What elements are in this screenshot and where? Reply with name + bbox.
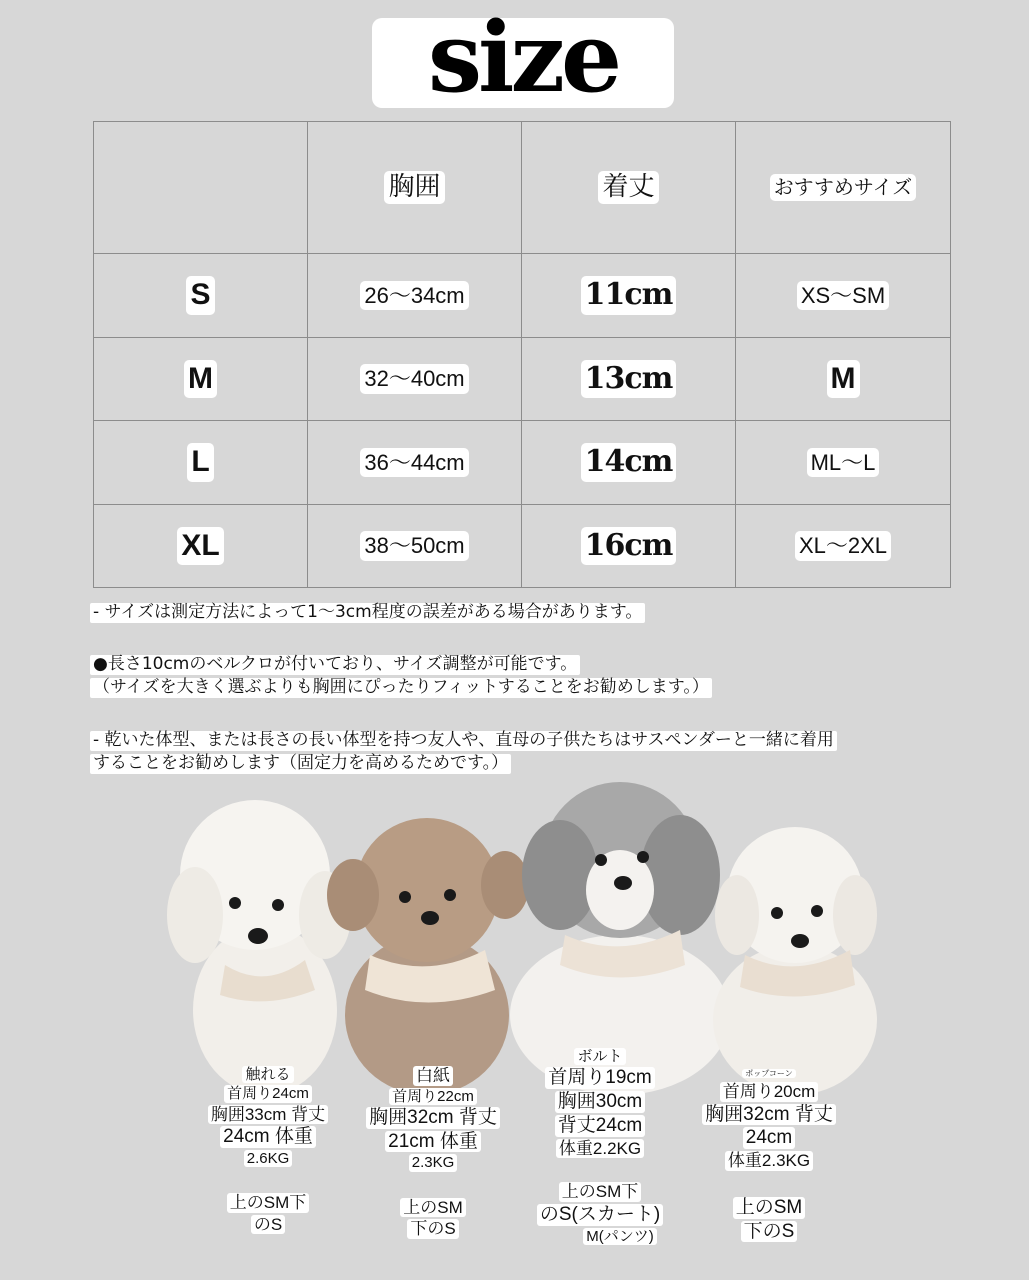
recommend-value: XL～2XL <box>795 531 891 560</box>
dog-neck: 首周り24cm <box>224 1085 312 1102</box>
dogs-photo <box>165 775 880 1095</box>
dog-wear: のS(スカート) <box>537 1204 663 1226</box>
title-banner <box>372 1 674 114</box>
table-row <box>94 254 951 338</box>
dog-weight: 体重2.3KG <box>725 1151 813 1171</box>
dog-name: 触れる <box>242 1066 293 1083</box>
recommend-value: M <box>827 360 860 399</box>
header-chest: 胸囲 <box>384 171 444 205</box>
table-header-cell <box>94 122 308 254</box>
dog-weight: 体重2.2KG <box>556 1139 644 1159</box>
dog-name: ポップコーン <box>742 1069 795 1078</box>
dog-info-touch <box>198 1065 338 1235</box>
dog-back: 21cm 体重 <box>385 1131 481 1153</box>
dog-info-bolt <box>530 1047 670 1246</box>
dog-chest: 胸囲32cm 背丈 <box>702 1104 836 1126</box>
note-text: - 乾いた体型、または長さの長い体型を持つ友人や、直母の子供たちはサスペンダーと一緒に着用 <box>90 731 837 751</box>
table-header-cell <box>308 122 522 254</box>
dog-back: 24cm 体重 <box>220 1126 316 1148</box>
dog-wear: 下のS <box>741 1221 798 1243</box>
note-text: ●長さ10cmのベルクロが付いており、サイズ調整が可能です。 <box>90 655 580 675</box>
dog-blank-image <box>327 818 529 1095</box>
dog-info-popcorn <box>696 1063 842 1243</box>
dog-back: 背丈24cm <box>555 1115 645 1137</box>
dog-wear: 上のSM <box>400 1198 466 1218</box>
dog-back: 24cm <box>743 1127 795 1149</box>
dog-chest: 胸囲33cm 背丈 <box>208 1105 328 1125</box>
table-header-row <box>94 122 951 254</box>
dog-neck: 首周り20cm <box>720 1082 819 1102</box>
recommend-value: ML～L <box>807 448 880 477</box>
dog-neck: 首周り22cm <box>389 1088 477 1105</box>
dog-name: ボルト <box>574 1048 625 1065</box>
chest-value: 36～44cm <box>360 448 468 477</box>
dog-wear: のS <box>251 1215 285 1235</box>
chest-value: 32～40cm <box>360 364 468 393</box>
chest-value: 26～34cm <box>360 281 468 310</box>
size-table <box>93 121 951 588</box>
length-value: 16cm <box>581 527 677 566</box>
note-body-type <box>90 729 837 775</box>
dog-weight: 2.6KG <box>244 1150 293 1167</box>
note-text: することをお勧めします（固定力を高めるためです。） <box>90 754 511 774</box>
dog-wear: 上のSM <box>733 1197 806 1219</box>
dog-wear: M(パンツ) <box>583 1228 657 1245</box>
table-row <box>94 338 951 421</box>
note-text: - サイズは測定方法によって1～3cm程度の誤差がある場合があります。 <box>90 603 645 623</box>
dog-wear: 下のS <box>407 1219 458 1239</box>
note-velcro <box>90 653 712 699</box>
recommend-value: XS～SM <box>797 281 889 310</box>
dog-touch-image <box>167 800 351 1095</box>
length-value: 14cm <box>581 443 677 482</box>
size-label: M <box>184 360 217 399</box>
table-header-cell <box>522 122 736 254</box>
dog-popcorn-image <box>713 827 877 1095</box>
header-recommend: おすすめサイズ <box>770 174 917 201</box>
dog-wear: 上のSM下 <box>227 1193 310 1213</box>
length-value: 13cm <box>581 360 677 399</box>
size-label: XL <box>177 527 223 566</box>
size-label: L <box>187 443 213 482</box>
dog-info-blank <box>360 1065 506 1240</box>
note-text: （サイズを大きく選ぶよりも胸囲にぴったりフィットすることをお勧めします。） <box>90 678 712 698</box>
dog-chest: 胸囲32cm 背丈 <box>366 1107 500 1129</box>
note-measurement-error <box>90 601 645 624</box>
table-row <box>94 505 951 588</box>
dog-name: 白紙 <box>413 1066 453 1086</box>
length-value: 11cm <box>581 276 677 315</box>
table-header-cell <box>736 122 951 254</box>
page-title: size <box>427 1 619 114</box>
dog-weight: 2.3KG <box>409 1154 458 1171</box>
table-row <box>94 421 951 505</box>
dog-neck: 首周り19cm <box>545 1067 654 1089</box>
header-length: 着丈 <box>598 171 658 205</box>
dog-wear: 上のSM下 <box>559 1182 642 1202</box>
dog-chest: 胸囲30cm <box>555 1091 645 1113</box>
size-label: S <box>186 276 214 315</box>
chest-value: 38～50cm <box>360 531 468 560</box>
